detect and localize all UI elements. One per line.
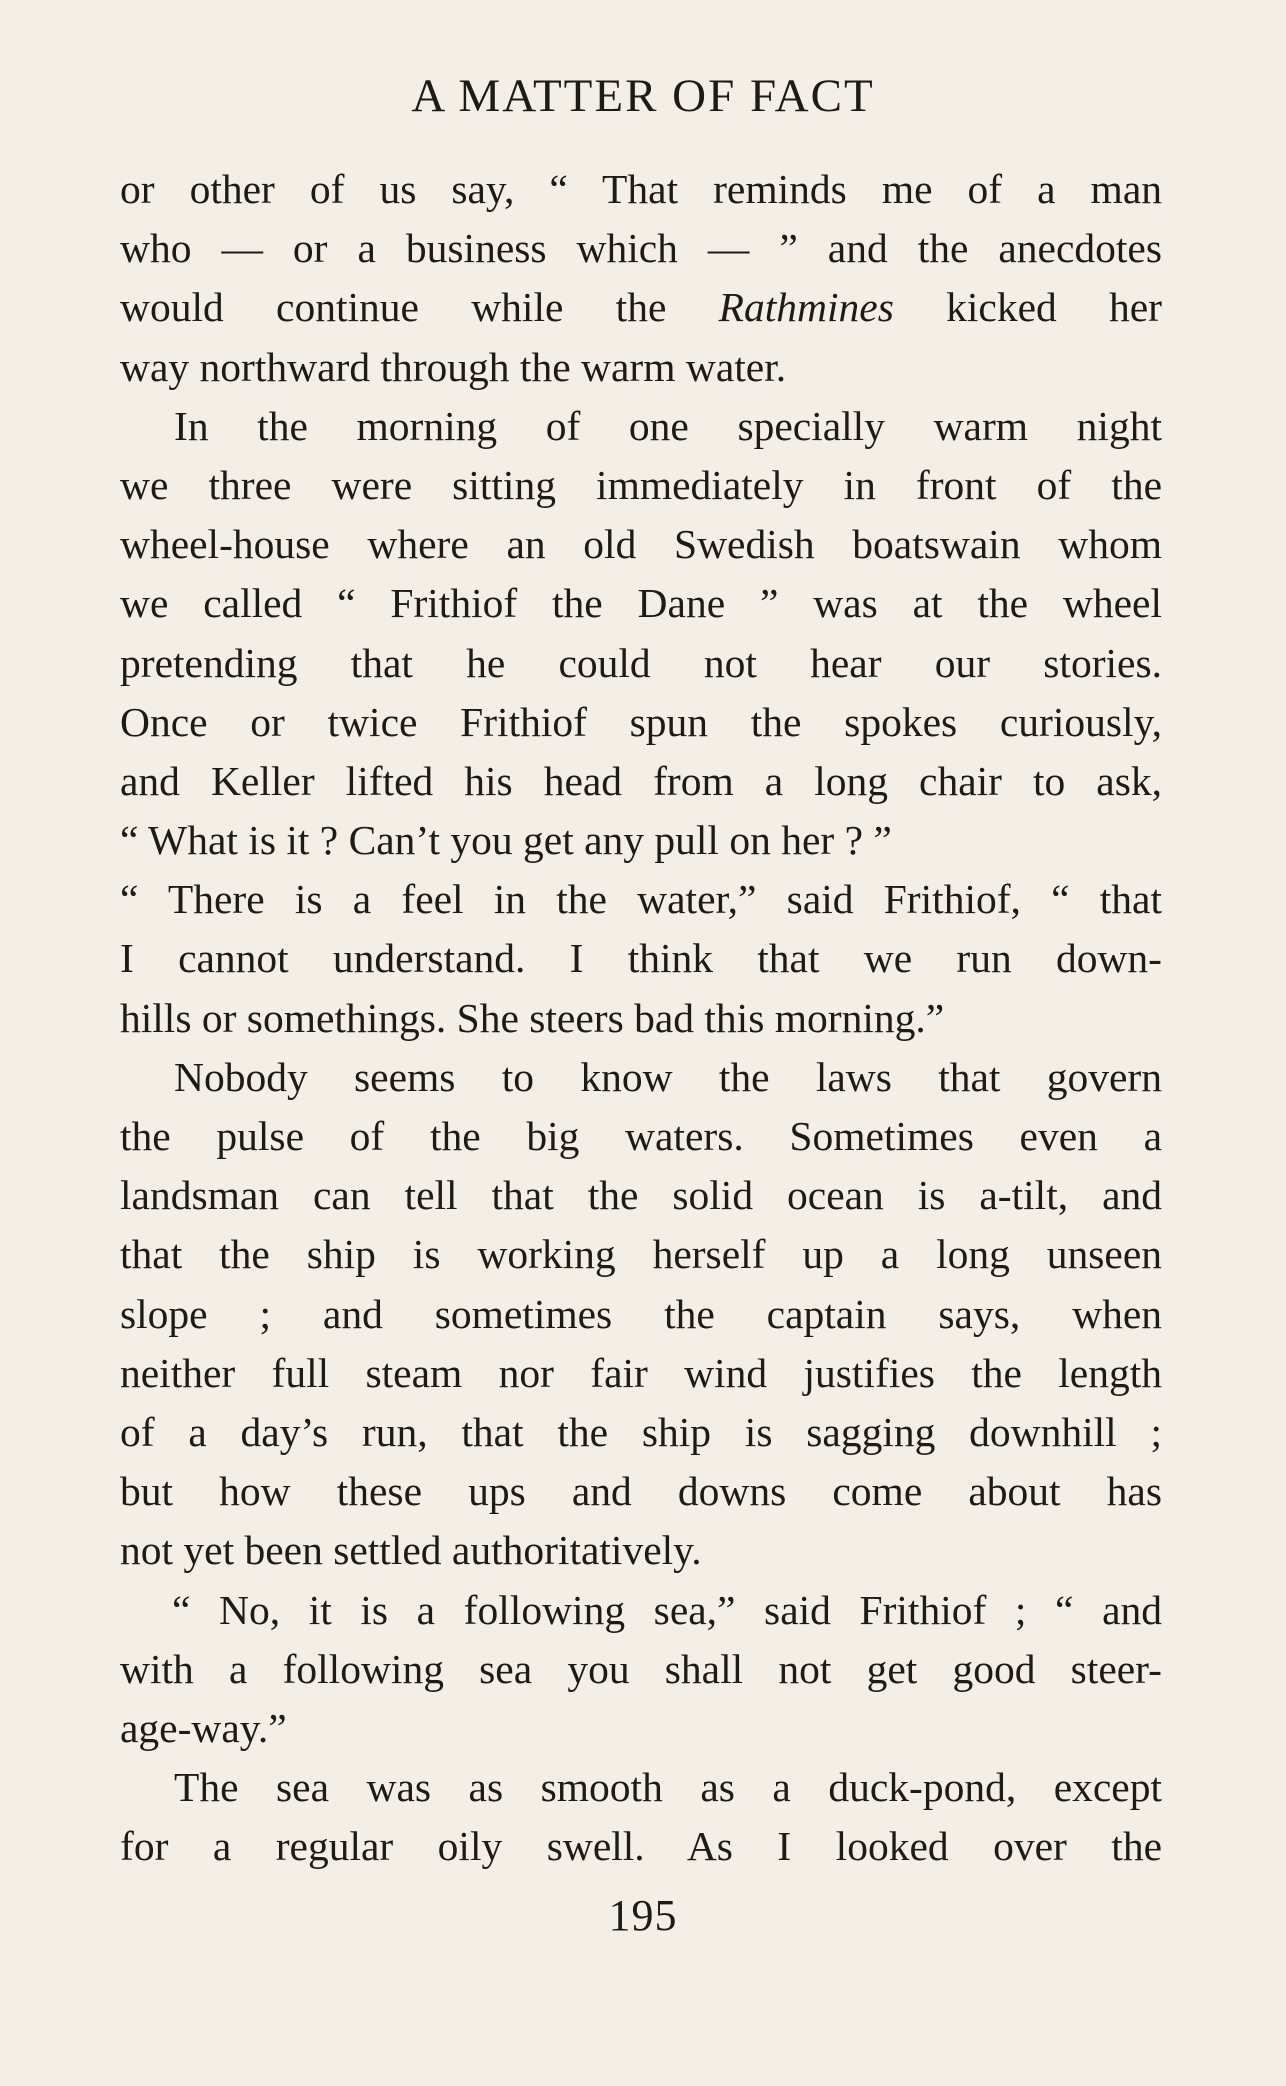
text-line: or other of us say, “ That reminds me of a man — [120, 166, 1162, 212]
text-line: but how these ups and downs come about has — [120, 1468, 1162, 1515]
text-line: not yet been settled authoritatively. — [120, 1527, 702, 1574]
text-line — [120, 278, 1162, 337]
paragraph-first-line: The sea was as smooth as a duck-pond, except — [174, 1764, 1162, 1811]
text-run: would continue while the — [120, 284, 719, 331]
text-line: of a day’s run, that the ship is sagging downhill ; — [120, 1408, 1162, 1455]
text-line: that the ship is working herself up a long unseen — [120, 1231, 1162, 1278]
text-line: slope ; and sometimes the captain says, when — [120, 1290, 1162, 1337]
ship-name: Rathmines — [718, 284, 894, 331]
paragraph-first-line: In the morning of one specially warm night — [174, 402, 1162, 449]
paragraph-first-line: Nobody seems to know the laws that govern — [174, 1053, 1162, 1100]
page-number: 195 — [608, 1891, 678, 1940]
text-line: pretending that he could not hear our stories. — [120, 639, 1162, 686]
text-line: landsman can tell that the solid ocean is a-tilt, and — [120, 1172, 1162, 1219]
text-line: age-way.” — [120, 1704, 287, 1751]
text-line: I cannot understand. I think that we run down- — [120, 935, 1162, 982]
text-line: the pulse of the big waters. Sometimes even a — [120, 1113, 1162, 1159]
paragraph-first-line: “ There is a feel in the water,” said Frithiof, “ that — [120, 876, 1162, 923]
text-line: we three were sitting immediately in front of the — [120, 461, 1162, 508]
paragraph-first-line: “ No, it is a following sea,” said Frithiof ; “ and — [172, 1586, 1162, 1633]
text-line: hills or somethings. She steers bad this morning.” — [120, 994, 945, 1041]
text-line: “ What is it ? Can’t you get any pull on her ? ” — [120, 817, 892, 864]
text-line: wheel-house where an old Swedish boatswain whom — [120, 521, 1162, 568]
running-head: A MATTER OF FACT — [411, 70, 875, 122]
text-line: Once or twice Frithiof spun the spokes curiously, — [120, 698, 1162, 745]
text-line: way northward through the warm water. — [120, 343, 787, 390]
text-line: who — or a business which — ” and the anecdotes — [120, 225, 1162, 272]
text-line: we called “ Frithiof the Dane ” was at the wheel — [120, 580, 1162, 627]
text-line: neither full steam nor fair wind justifies the length — [120, 1349, 1162, 1396]
text-run: kicked her — [893, 284, 1162, 331]
text-line: with a following sea you shall not get good steer- — [120, 1645, 1162, 1692]
text-line: for a regular oily swell. As I looked over the — [120, 1823, 1162, 1870]
body-text — [120, 160, 1162, 1876]
text-line: and Keller lifted his head from a long chair to ask, — [120, 757, 1162, 804]
